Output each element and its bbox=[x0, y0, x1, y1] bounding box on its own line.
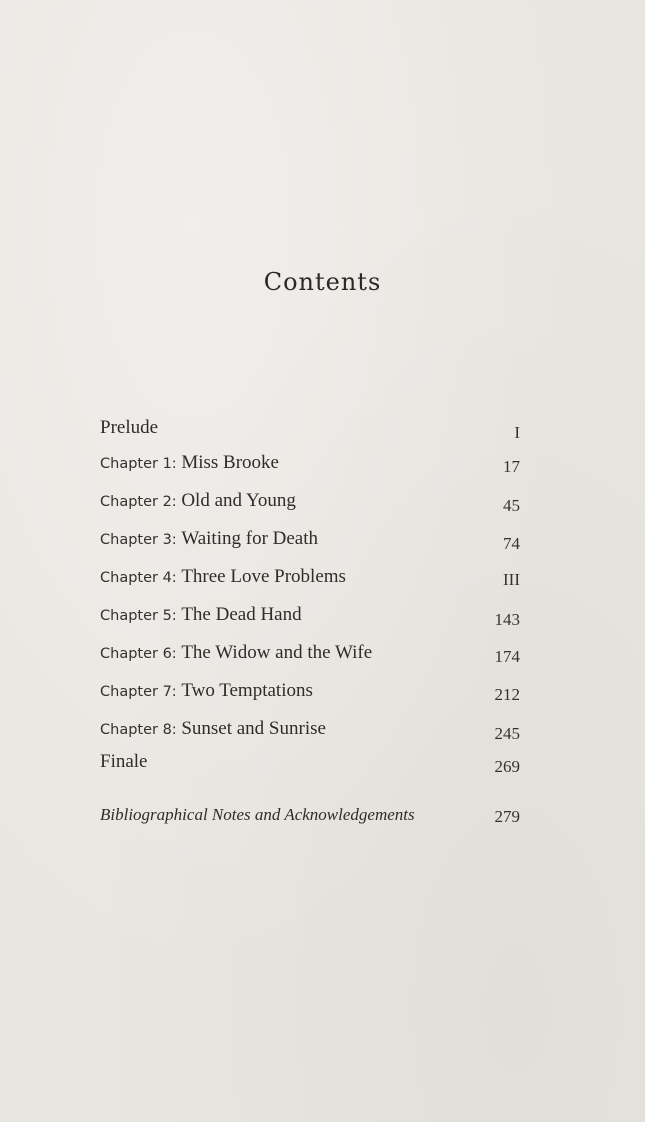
toc-entry-bibliography[interactable] bbox=[100, 802, 520, 828]
toc-entry-label bbox=[100, 602, 302, 629]
toc-entry-page: 174 bbox=[494, 647, 520, 666]
toc-entry-chapter-2[interactable] bbox=[100, 488, 520, 514]
toc-entry-page: 45 bbox=[503, 496, 520, 515]
toc-entry-label bbox=[100, 802, 415, 828]
toc-entry-chapter-3[interactable] bbox=[100, 526, 520, 552]
toc-entry-prefix: Chapter 6: bbox=[100, 646, 182, 662]
toc-entry-prefix: Chapter 8: bbox=[100, 722, 182, 738]
toc-entry-prefix: Chapter 1: bbox=[100, 456, 182, 472]
toc-entry-chapter-6[interactable] bbox=[100, 640, 520, 666]
page-title: Contents bbox=[263, 268, 382, 296]
toc-entry-prefix: Chapter 7: bbox=[100, 684, 182, 700]
toc-entry-label bbox=[100, 450, 279, 477]
toc-entry-title: The Dead Hand bbox=[181, 604, 302, 625]
toc-entry-page: 212 bbox=[494, 685, 520, 704]
toc-entry-finale[interactable] bbox=[100, 749, 520, 775]
toc-entry-title: The Widow and the Wife bbox=[181, 642, 373, 663]
toc-entry-page: III bbox=[503, 570, 520, 589]
toc-entry-prefix: Chapter 2: bbox=[100, 494, 182, 510]
toc-entry-title: Miss Brooke bbox=[181, 452, 279, 473]
toc-entry-label bbox=[100, 526, 318, 553]
toc-entry-prefix: Chapter 3: bbox=[100, 532, 182, 548]
toc-entry-title: Prelude bbox=[100, 417, 159, 438]
toc-entry-chapter-5[interactable] bbox=[100, 602, 520, 628]
toc-entry-prefix: Chapter 4: bbox=[100, 570, 182, 586]
toc-entry-chapter-4[interactable] bbox=[100, 564, 520, 590]
toc-entry-title: Finale bbox=[100, 751, 148, 772]
toc-entry-title: Old and Young bbox=[181, 490, 296, 511]
toc-entry-page: 245 bbox=[494, 724, 520, 743]
toc-entry-label bbox=[100, 678, 313, 705]
toc-entry-page: I bbox=[514, 423, 520, 442]
toc-entry-prelude[interactable] bbox=[100, 415, 520, 441]
toc-entry-chapter-8[interactable] bbox=[100, 716, 520, 742]
toc-entry-chapter-1[interactable] bbox=[100, 450, 520, 476]
toc-entry-title: Two Temptations bbox=[181, 680, 313, 701]
toc-entry-label bbox=[100, 716, 326, 743]
toc-entry-page: 74 bbox=[503, 534, 520, 553]
toc-entry-title: Waiting for Death bbox=[181, 528, 319, 549]
toc-entry-page: 269 bbox=[494, 757, 520, 776]
toc-entry-label bbox=[100, 564, 346, 591]
toc-entry-label bbox=[100, 415, 158, 442]
toc-entry-page: 279 bbox=[494, 807, 520, 826]
toc-entry-prefix: Chapter 5: bbox=[100, 608, 182, 624]
toc-entry-title: Sunset and Sunrise bbox=[181, 718, 326, 739]
toc-entry-label bbox=[100, 749, 148, 776]
toc-entry-title: Three Love Problems bbox=[181, 566, 346, 587]
toc-entry-label bbox=[100, 640, 372, 667]
toc-entry-page: 17 bbox=[503, 457, 520, 476]
toc-entry-page: 143 bbox=[494, 610, 520, 629]
toc-entry-chapter-7[interactable] bbox=[100, 678, 520, 704]
toc-entry-title: Bibliographical Notes and Acknowledgements bbox=[100, 805, 415, 824]
toc-entry-label bbox=[100, 488, 296, 515]
